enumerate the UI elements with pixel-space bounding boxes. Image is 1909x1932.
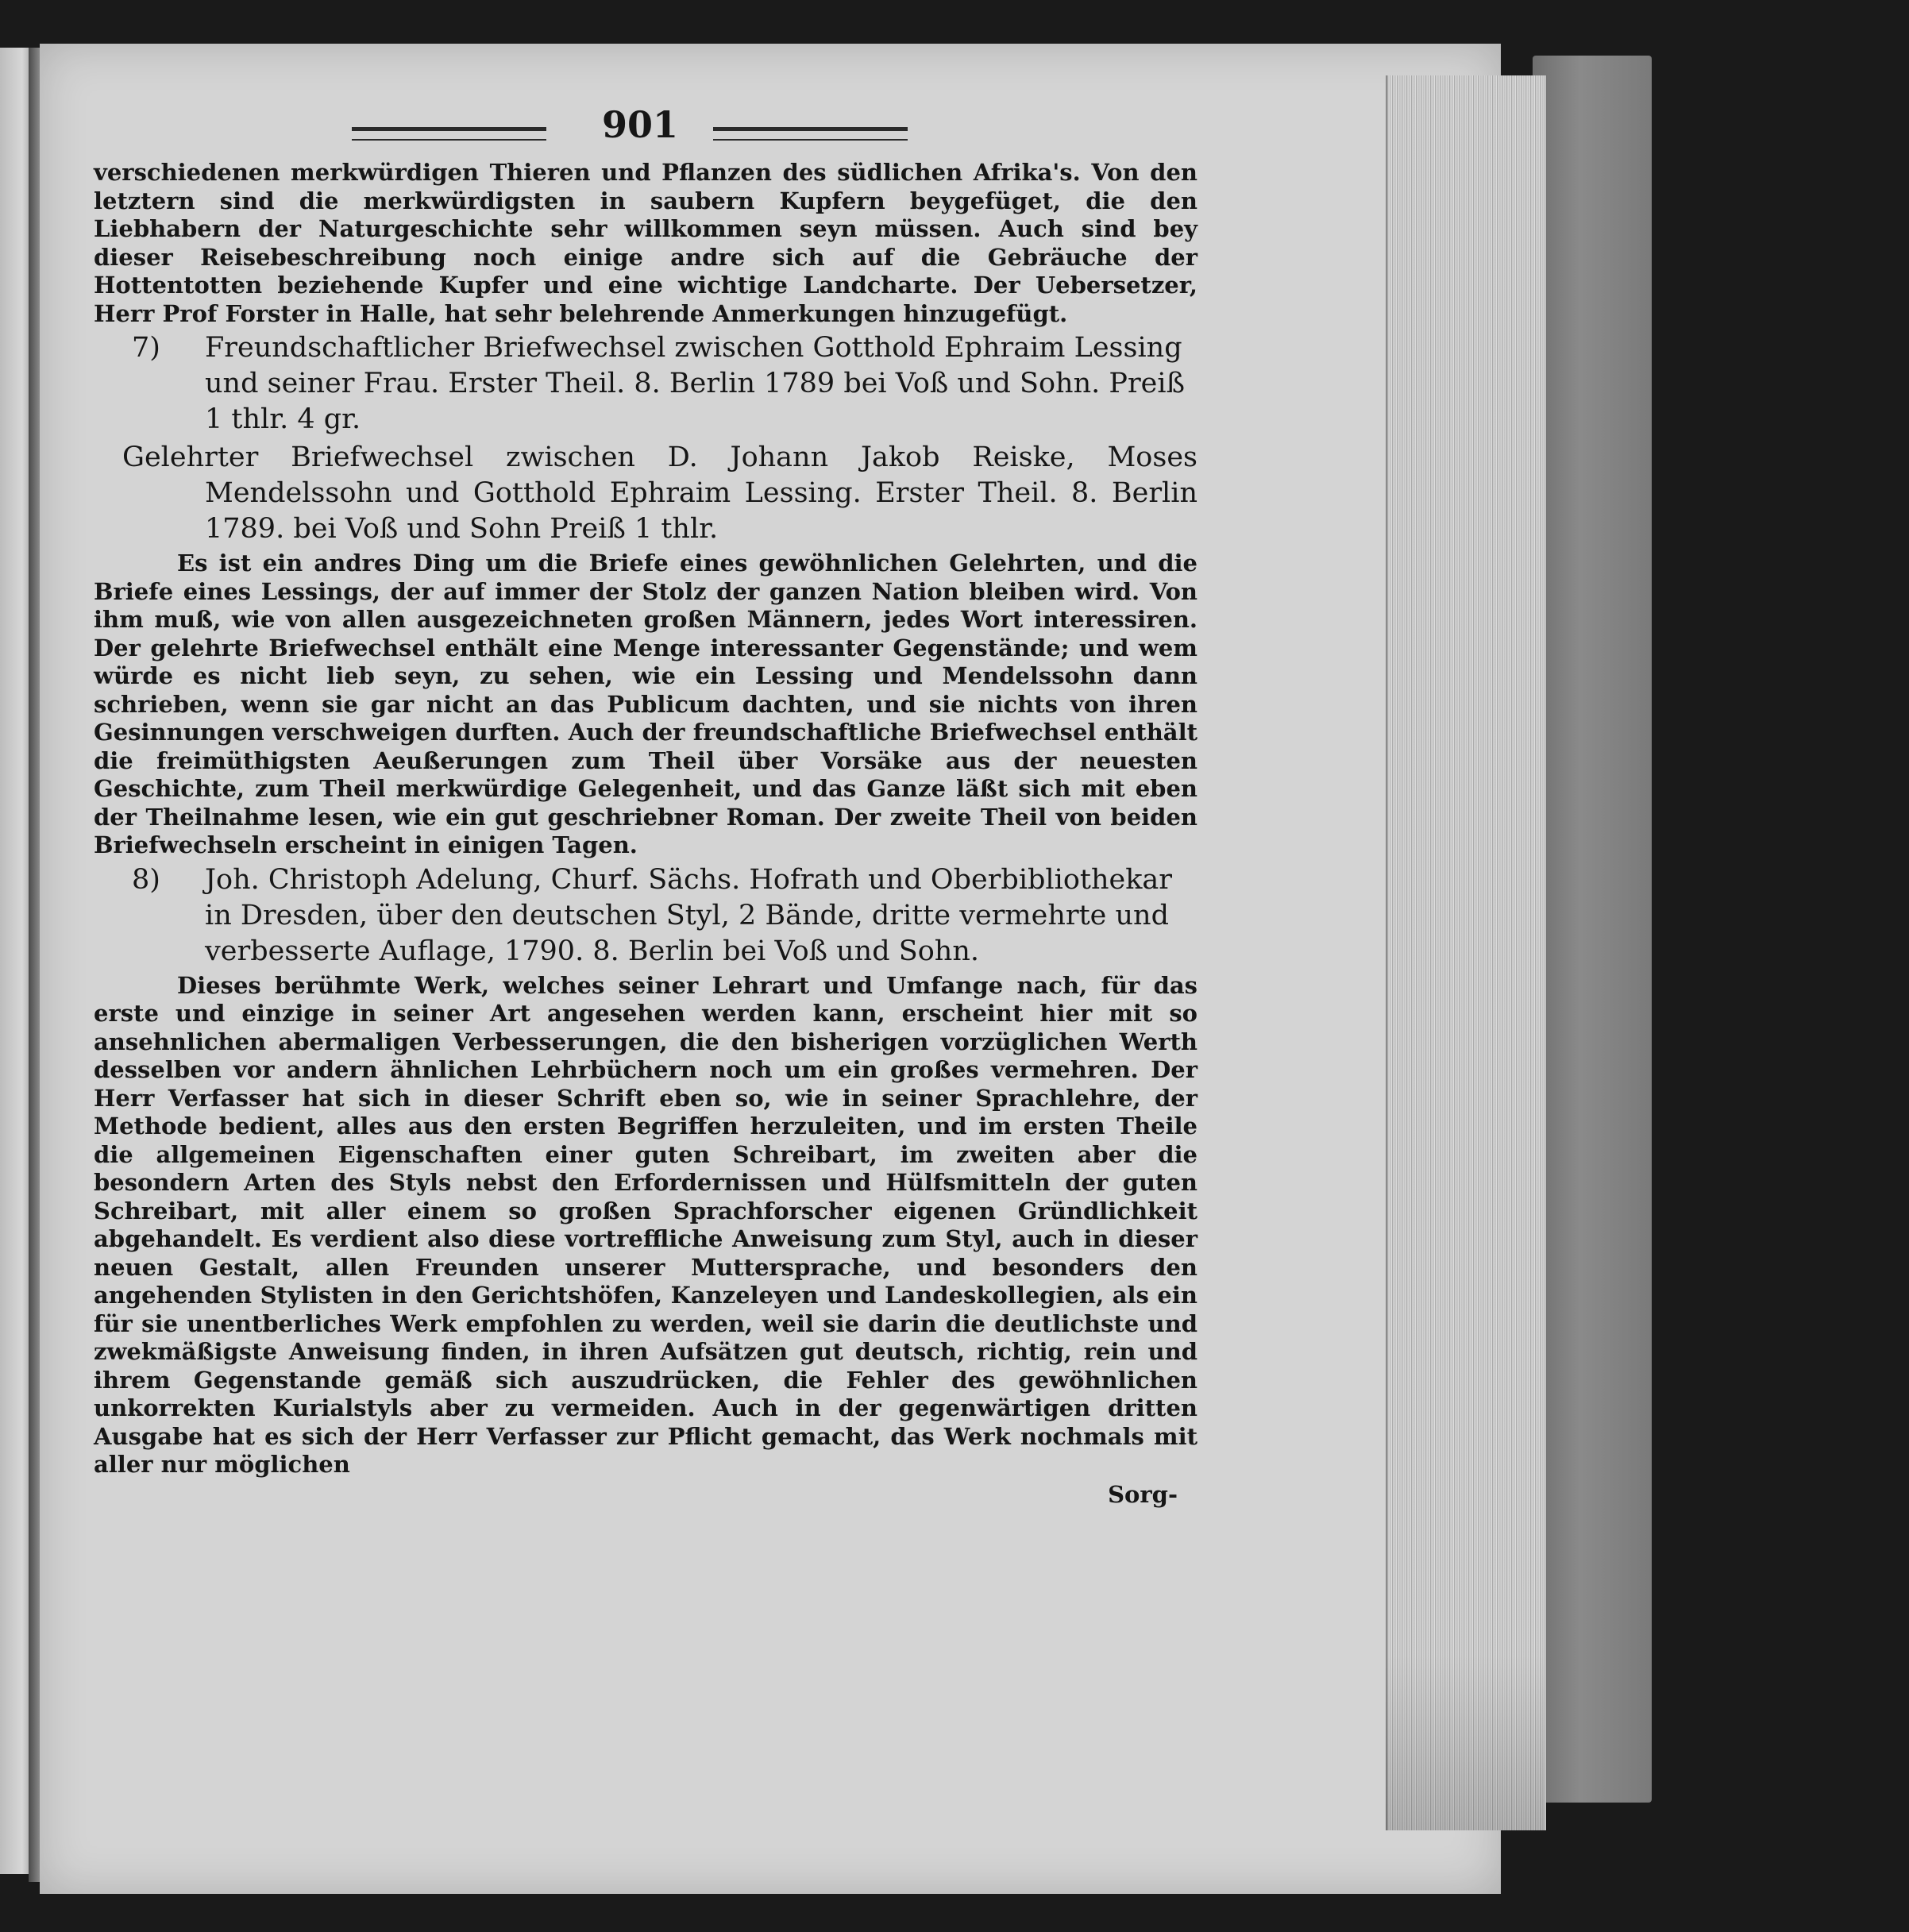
entry-number: 7) — [132, 332, 160, 364]
page-number: 901 — [602, 103, 679, 146]
header-rule-right — [713, 127, 908, 141]
catalog-entry-7 — [94, 330, 1197, 438]
page-text-block — [94, 103, 1197, 1510]
paragraph-adelung-review: Dieses berühmte Werk, welches seiner Lehrart und Umfange nach, für das erste und einzige in seiner Art angesehen werden kann, erscheint hier mit so ansehnlichen abermaligen Verbesserungen, die den bisherigen vorzüglichen Werth desselben vor andern ähnlichen Lehrbüchern noch um ein großes vermehren. Der Herr Verfasser hat sich in dieser Schrift eben so, wie in seiner Sprachlehre, der Methode bedient, alles aus den ersten Begriffen herzuleiten, und im ersten Theile die allgemeinen Eigenschaften einer guten Schreibart, im zweiten aber die besondern Arten des Styls nebst den Erfordernissen und Hülfsmitteln der guten Schreibart, mit aller einem so großen Sprachforscher eigenen Gründlichkeit abgehandelt. Es verdient also diese vortreffliche Anweisung zum Styl, auch in dieser neuen Gestalt, allen Freunden unserer Muttersprache, und besonders den angehenden Stylisten in den Gerichtshöfen, Kanzeleyen und Landeskollegien, als ein für sie unentberliches Werk empfohlen zu werden, weil sie darin die deutlichste und zwekmäßigste Anweisung finden, in ihren Aufsätzen gut deutsch, richtig, rein und ihrem Gegenstande gemäß sich auszudrücken, die Fehler des gewöhnlichen unkorrekten Kurialstyls aber zu vermeiden. Auch in der gegenwärtigen dritten Ausgabe hat es sich der Herr Verfasser zur Pflicht gemacht, das Werk nochmals mit aller nur möglichen — [94, 971, 1197, 1478]
left-page-edge — [0, 48, 32, 1874]
entry-number: 8) — [132, 863, 160, 896]
page-stack-shade — [1386, 75, 1545, 1830]
catchword: Sorg- — [1108, 1480, 1178, 1508]
entry-text: Freundschaftlicher Briefwechsel zwischen Gotthold Ephraim Lessing und seiner Frau. Erster Theil. 8. Berlin 1789 bei Voß und Sohn. Preiß 1 thlr. 4 gr. — [205, 332, 1185, 435]
paragraph-continuation: verschiedenen merkwürdigen Thieren und Pflanzen des südlichen Afrika's. Von den letztern sind die merkwürdigsten in saubern Kupfern beygefüget, die den Liebhabern der Naturgeschichte sehr willkommen seyn müssen. Auch sind bey dieser Reisebeschreibung noch einige andre sich auf die Gebräuche der Hottentotten beziehende Kupfer und eine wichtige Landcharte. Der Uebersetzer, Herr Prof Forster in Halle, hat sehr belehrende Anmerkungen hinzugefügt. — [94, 159, 1197, 327]
entry-text: Joh. Christoph Adelung, Churf. Sächs. Hofrath und Oberbibliothekar in Dresden, über den deutschen Styl, 2 Bände, dritte vermehrte und verbesserte Auflage, 1790. 8. Berlin bei Voß und Sohn. — [205, 863, 1173, 967]
book-cover-back — [1533, 56, 1652, 1803]
catalog-entry-8 — [94, 862, 1197, 970]
page-header — [94, 103, 1197, 159]
paragraph-lessing-review: Es ist ein andres Ding um die Briefe eines gewöhnlichen Gelehrten, und die Briefe eines Lessings, der auf immer der Stolz der ganzen Nation bleiben wird. Von ihm muß, wie von allen ausgezeichneten großen Männern, jedes Wort interessiren. Der gelehrte Briefwechsel enthält eine Menge interessanter Gegenstände; und wem würde es nicht lieb seyn, zu sehen, wie ein Lessing und Mendelssohn dann schrieben, wenn sie gar nicht an das Publicum dachten, und sie nichts von ihren Gesinnungen verschweigen durften. Auch der freundschaftliche Briefwechsel enthält die freimüthigsten Aeußerungen zum Theil über Vorsäke aus der neuesten Geschichte, zum Theil merkwürdige Gelegenheit, und das Ganze läßt sich mit eben der Theilnahme lesen, wie ein gut geschriebner Roman. Der zweite Theil von beiden Briefwechseln erscheint in einigen Tagen. — [94, 550, 1197, 858]
catalog-entry-7-sub: Gelehrter Briefwechsel zwischen D. Johann Jakob Reiske, Moses Mendelssohn und Gotthold Ephraim Lessing. Erster Theil. 8. Berlin 1789. bei Voß und Sohn Preiß 1 thlr. — [122, 442, 1197, 545]
header-rule-left — [352, 127, 546, 141]
